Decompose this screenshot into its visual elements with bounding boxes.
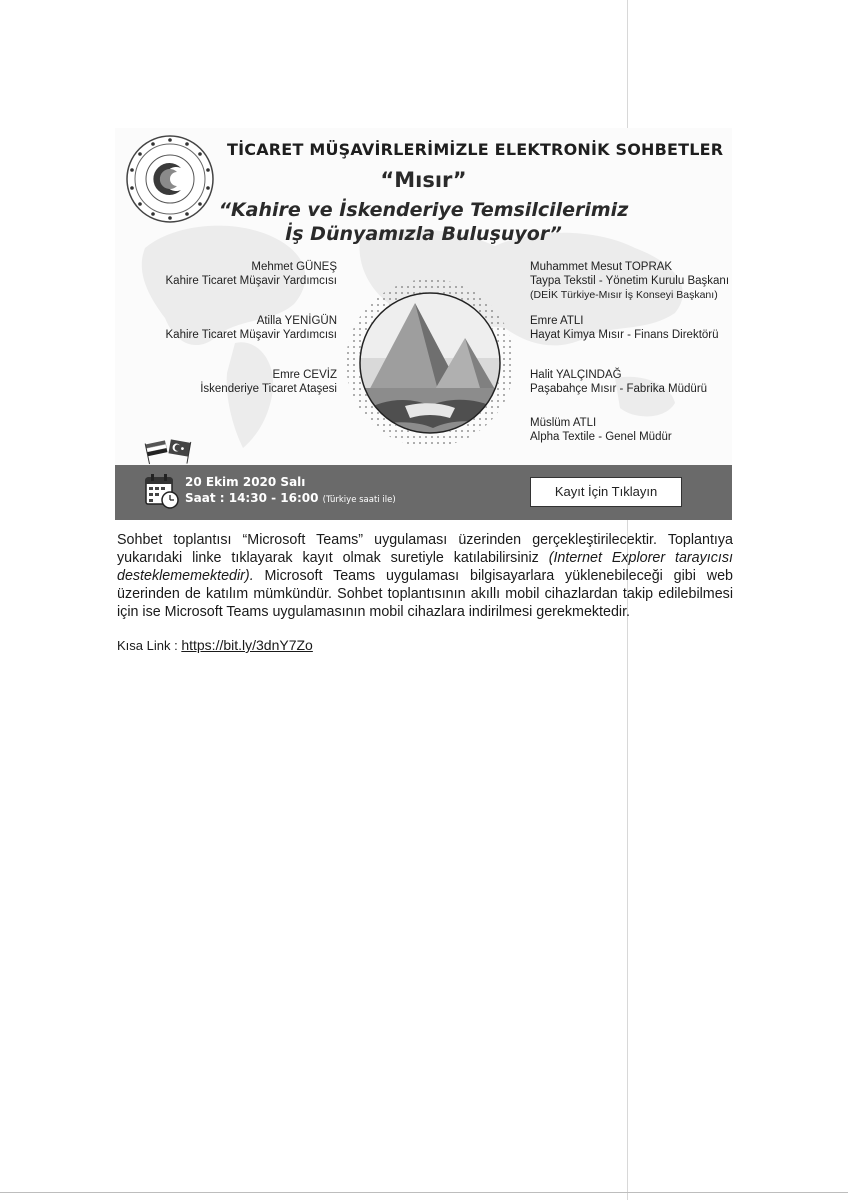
flyer-title: TİCARET MÜŞAVİRLERİMİZLE ELEKTRONİK SOHBETLER (227, 140, 724, 159)
speaker-right-2 (530, 314, 719, 342)
speaker-name: Halit YALÇINDAĞ (530, 369, 622, 381)
calendar-clock-icon (145, 473, 179, 509)
body-text-italic: (Internet Explorer tarayıcısı desteklememektedir). (117, 550, 733, 584)
body-paragraph (117, 531, 733, 621)
register-button[interactable]: Kayıt İçin Tıklayın (530, 477, 682, 507)
page-bottom-line (0, 1192, 848, 1193)
short-link-row (117, 637, 313, 653)
speaker-role: Kahire Ticaret Müşavir Yardımcısı (165, 329, 337, 341)
speaker-role: İskenderiye Ticaret Ataşesi (200, 383, 337, 395)
subtitle-line-1: “Kahire ve İskenderiye Temsilcilerimiz (218, 199, 629, 221)
speaker-role: Hayat Kimya Mısır - Finans Direktörü (530, 329, 719, 341)
event-time-note: (Türkiye saati ile) (322, 495, 396, 505)
speaker-role: Paşabahçe Mısır - Fabrika Müdürü (530, 383, 708, 395)
speaker-name: Muhammet Mesut TOPRAK (530, 261, 673, 273)
pyramids-handshake-photo (345, 278, 515, 448)
speaker-role: Kahire Ticaret Müşavir Yardımcısı (165, 275, 337, 287)
speaker-role-secondary: (DEİK Türkiye-Mısır İş Konseyi Başkanı) (530, 289, 718, 301)
speaker-name: Emre ATLI (530, 315, 584, 327)
speaker-right-3 (530, 368, 707, 396)
speaker-name: Müslüm ATLI (530, 417, 597, 429)
body-text-part-2: Microsoft Teams uygulaması bilgisayarlara yüklenebileceği gibi web üzerinden de katılım mümkündür. Sohbet toplantısının akıllı mobil cihazlardan takip edilebilmesi için ise Microsoft Teams uygulamasının mobil cihazlara indirilmesi gerekmektedir. (117, 568, 733, 620)
speaker-left-2 (166, 314, 338, 342)
flyer-subtitle (115, 198, 732, 246)
speaker-role: Alpha Textile - Genel Müdür (530, 431, 672, 443)
speaker-name: Mehmet GÜNEŞ (251, 261, 337, 273)
short-link-label: Kısa Link : (117, 638, 178, 653)
flags-icon (143, 436, 193, 466)
speaker-name: Emre CEVİZ (272, 369, 337, 381)
event-time (185, 491, 396, 505)
short-link[interactable]: https://bit.ly/3dnY7Zo (181, 637, 313, 653)
speaker-left-1 (166, 260, 338, 288)
event-info-bar (115, 465, 732, 520)
speaker-name: Atilla YENİGÜN (256, 315, 337, 327)
speaker-right-4 (530, 416, 672, 444)
event-flyer (115, 128, 732, 520)
speaker-role: Taypa Tekstil - Yönetim Kurulu Başkanı (530, 275, 730, 287)
event-date: 20 Ekim 2020 Salı (185, 475, 306, 489)
speaker-right-1 (530, 260, 729, 302)
event-time-range: Saat : 14:30 - 16:00 (185, 491, 319, 505)
country-title: “Mısır” (380, 168, 467, 192)
body-text-part-1: Sohbet toplantısı “Microsoft Teams” uygulaması üzerinden gerçekleştirilecektir. Toplantıya yukarıdaki linke tıklayarak kayıt olmak suretiyle katılabilirsiniz (117, 532, 733, 566)
speaker-left-3 (200, 368, 337, 396)
subtitle-line-2: İş Dünyamızla Buluşuyor” (285, 223, 562, 245)
